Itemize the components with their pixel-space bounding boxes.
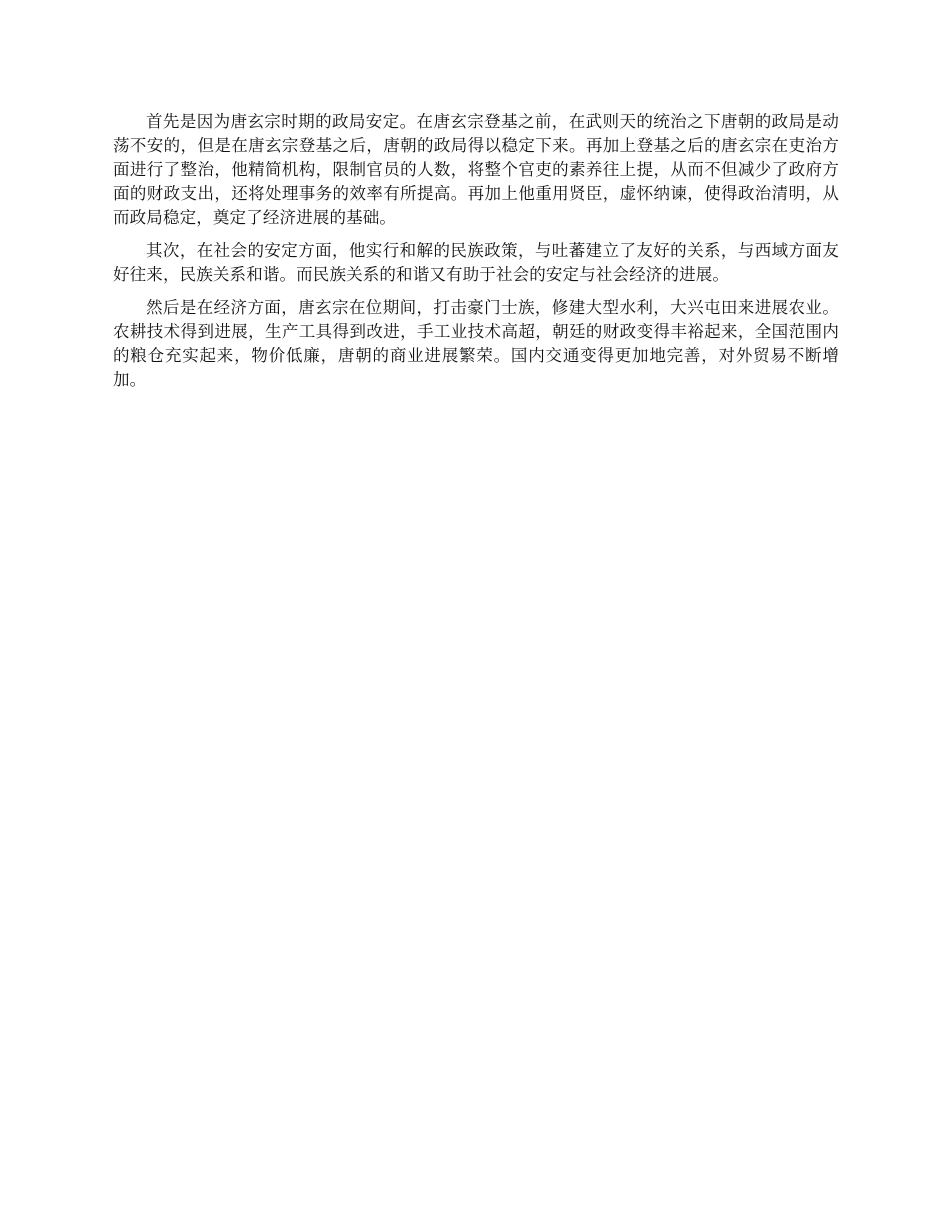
paragraph-political-stability: 首先是因为唐玄宗时期的政局安定。在唐玄宗登基之前，在武则天的统治之下唐朝的政局是动荡不安的，但是在唐玄宗登基之后，唐朝的政局得以稳定下来。再加上登基之后的唐玄宗在吏治方面进行了整治，他精简机构，限制官员的人数，将整个官吏的素养往上提，从而不但减少了政府方面的财政支出，还将处理事务的效率有所提高。再加上他重用贤臣，虚怀纳谏，使得政治清明，从而政局稳定，奠定了经济进展的基础。 bbox=[113, 112, 839, 227]
document-body bbox=[113, 110, 839, 401]
paragraph-economy: 然后是在经济方面，唐玄宗在位期间，打击豪门士族，修建大型水利，大兴屯田来进展农业。农耕技术得到进展，生产工具得到改进，手工业技术高超，朝廷的财政变得丰裕起来，全国范围内的粮仓充实起来，物价低廉，唐朝的商业进展繁荣。国内交通变得更加地完善，对外贸易不断增加。 bbox=[113, 298, 839, 389]
paragraph-social-stability: 其次，在社会的安定方面，他实行和解的民族政策，与吐蕃建立了友好的关系，与西域方面友好往来，民族关系和谐。而民族关系的和谐又有助于社会的安定与社会经济的进展。 bbox=[113, 241, 839, 284]
